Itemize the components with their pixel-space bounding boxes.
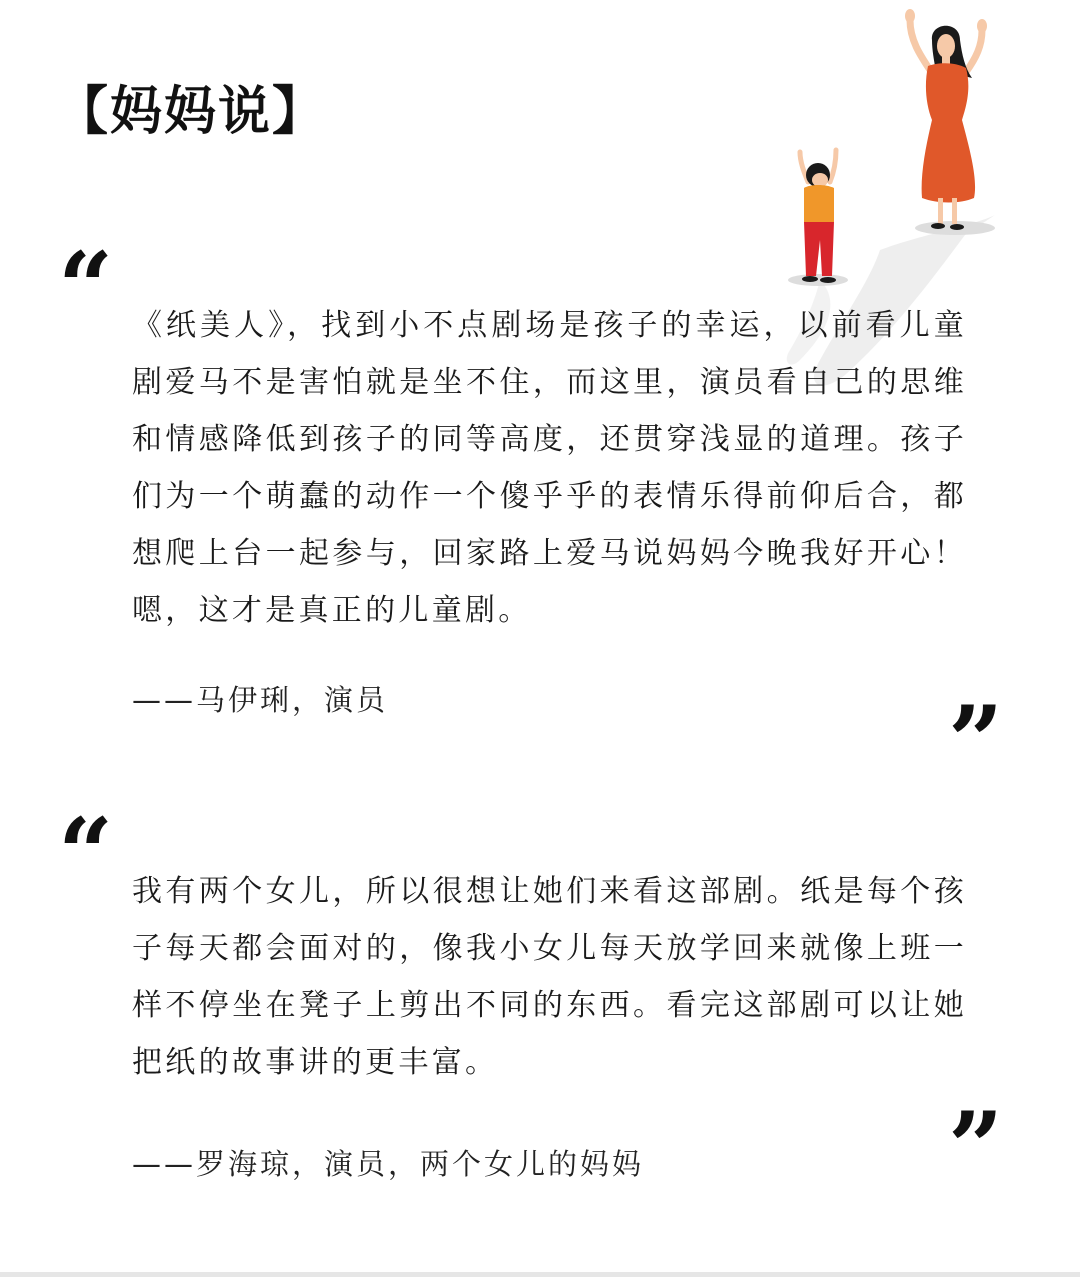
open-quote-icon: “ <box>58 797 114 910</box>
close-quote-icon: ” <box>948 1091 1004 1204</box>
page-title: 【妈妈说】 <box>56 82 327 142</box>
quote-text: 《纸美人》，找到小不点剧场是孩子的幸运，以前看儿童剧爱马不是害怕就是坐不住，而这里，演员看自己的思维和情感降低到孩子的同等高度，还贯穿浅显的道理。孩子们为一个萌蠢的动作一个傻乎乎的表情乐得前仰后合，都想爬上台一起参与，回家路上爱马说妈妈今晚我好开心！嗯，这才是真正的儿童剧。 <box>132 308 967 628</box>
close-quote-icon: ” <box>948 685 1004 798</box>
quote-attribution: ——罗海琼，演员，两个女儿的妈妈 <box>132 1147 645 1181</box>
bottom-divider <box>0 1272 1080 1277</box>
quote-attribution: ——马伊琍，演员 <box>132 683 389 717</box>
quote-text: 我有两个女儿，所以很想让她们来看这部剧。纸是每个孩子每天都会面对的，像我小女儿每天放学回来就像上班一样不停坐在凳子上剪出不同的东西。看完这部剧可以让她把纸的故事讲的更丰富。 <box>132 874 967 1080</box>
open-quote-icon: “ <box>58 231 114 344</box>
